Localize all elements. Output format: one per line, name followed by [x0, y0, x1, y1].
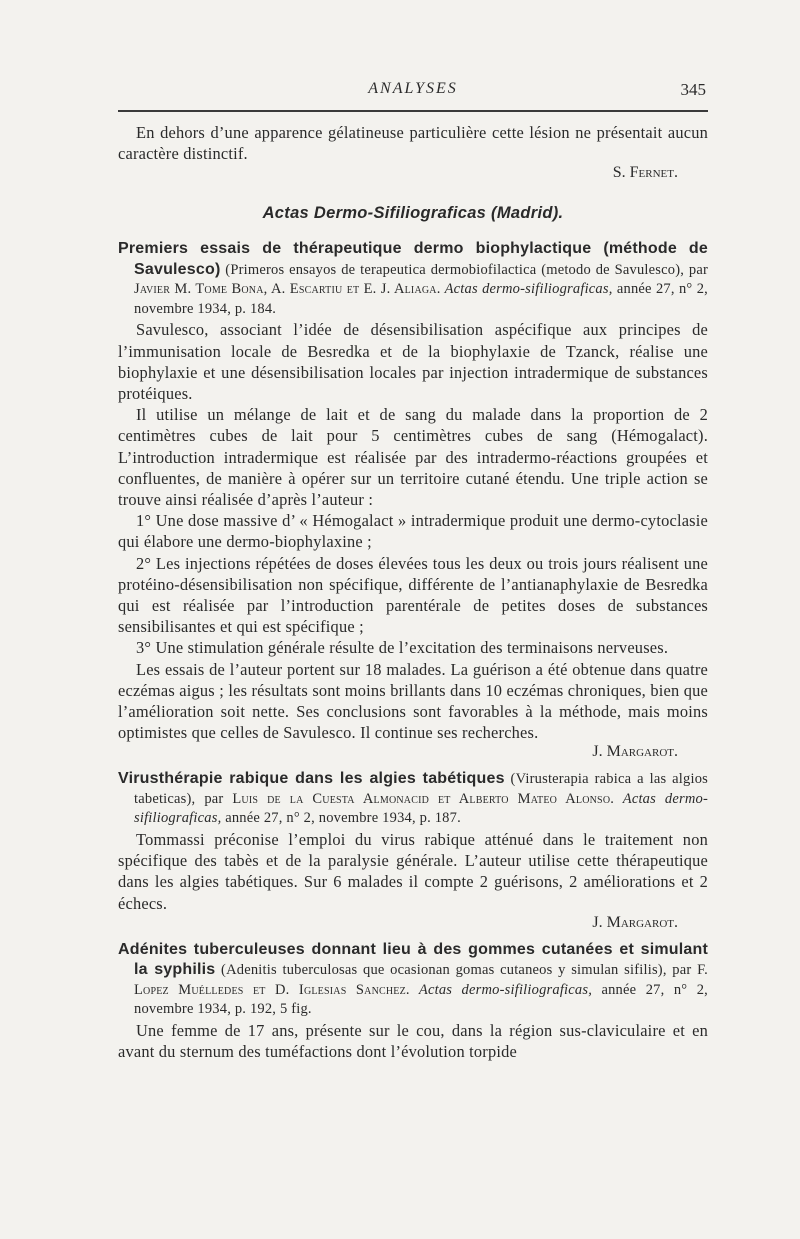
entry-1-paragraph: 3° Une stimulation générale résulte de l’excitation des terminaisons nerveuses. — [136, 638, 669, 658]
running-head — [118, 78, 708, 102]
page — [118, 78, 708, 1062]
entry-1-signature: J. Margarot. — [592, 743, 678, 761]
entry-1-title: Premiers essais de thérapeutique dermo biophylactique (méthode de Savulesco) — [118, 240, 708, 278]
entry-1-paragraph: 1° Une dose massive d’ « Hémogalact » intradermique produit une dermo-cytoclasie qui élabore une dermo-biophylaxine ; — [118, 511, 708, 552]
entry-2-title: Virusthérapie rabique dans les algies tabétiques — [118, 770, 505, 788]
entry-1-paragraph: Il utilise un mélange de lait et de sang du malade dans la proportion de 2 centimètres cubes de lait pour 5 centimètres cubes de sang (Hémogalact). L’introduction intradermique est réalisée par des intradermo-réactions groupées et confluentes, de manière à opérer sur un territoire cutané étendu. Une triple action se trouve ainsi réalisée d’après l’auteur : — [118, 405, 708, 510]
entry-1-authors: Javier M. Tome Bona, A. Escartiu et E. J. Aliaga. — [134, 281, 441, 298]
entry-3-title: Adénites tuberculeuses donnant lieu à des gommes cutanées et simulant la syphilis — [118, 940, 708, 979]
intro-paragraph — [118, 122, 708, 182]
entry-1-details: année 27, n° 2, novembre 1934, p. 184. — [134, 281, 708, 317]
entry-2-details: année 27, n° 2, novembre 1934, p. 187. — [221, 810, 461, 827]
entry-2-reference — [118, 769, 708, 829]
entry-2-authors: Luis de la Cuesta Almonacid et Alberto Mateo Alonso. — [232, 790, 615, 807]
entry-3-paragraph: Une femme de 17 ans, présente sur le cou, dans la région sus-claviculaire et en avant du sternum des tuméfactions dont l’évolution torpide — [118, 1020, 708, 1061]
journal-heading: Actas Dermo-Sifiliograficas (Madrid). — [262, 204, 564, 223]
entry-2-original-title: (Virusterapia rabica a las algios tabeticas), par — [134, 771, 708, 807]
entry-1-paragraph: 2° Les injections répétées de doses élevées tous les deux ou trois jours réalisent une protéino-désensibilisation non spécifique, différente de l’antianaphylaxie de Besredka qui est réalisée par l’introduction parentérale de petites doses de substances sensibilisantes et qui est spécifique ; — [118, 553, 708, 637]
analysis-entry-3 — [118, 940, 708, 1062]
entry-1-paragraph: Les essais de l’auteur portent sur 18 malades. La guérison a été obtenue dans quatre eczémas aigus ; les résultats sont moins brillants dans 10 eczémas chroniques, bien que l’amélioration soit nette. Ses conclusions sont favorables à la méthode, mais moins optimistes que celles de Savulesco. Il continue ses recherches. — [118, 659, 708, 743]
entry-3-original-title: (Adenitis tuberculosas que ocasionan gomas cutaneos y simulan sifilis), par — [215, 962, 698, 979]
entry-3-details: année 27, n° 2, novembre 1934, p. 192, 5 fig. — [134, 981, 709, 1018]
header-rule — [118, 110, 708, 112]
intro-signature: S. Fernet. — [612, 164, 678, 182]
entry-2-paragraph: Tommassi préconise l’emploi du virus rabique atténué dans le traitement non spécifique des tabès et de la paralysie générale. L’auteur utilise cette thérapeutique dans les algies tabétiques. Sur 6 malades il compte 2 guérisons, 2 améliorations et 2 échecs. — [118, 829, 708, 913]
page-number: 345 — [680, 80, 706, 99]
entry-3-reference — [118, 940, 708, 1020]
running-head-title: ANALYSES — [368, 80, 458, 97]
entry-2-signature: J. Margarot. — [592, 913, 678, 931]
intro-text: En dehors d’une apparence gélatineuse particulière cette lésion ne présentait aucun caractère distinctif. — [118, 123, 708, 164]
entry-1-original-title: (Primeros ensayos de terapeutica dermobiofilactica (metodo de Savulesco), par — [220, 261, 708, 278]
analysis-entry-2 — [118, 769, 708, 931]
entry-2-journal: Actas dermo-sifiliograficas, — [134, 790, 708, 827]
analysis-entry-1 — [118, 239, 708, 761]
entry-1-journal: Actas dermo-sifiliograficas, — [440, 281, 613, 298]
entry-3-journal: Actas dermo-sifiliograficas, — [409, 981, 593, 998]
entry-3-authors: F. Lopez Muélledes et D. Iglesias Sanchez. — [134, 962, 708, 998]
entry-1-reference — [118, 239, 708, 319]
entry-1-paragraph: Savulesco, associant l’idée de désensibilisation aspécifique aux principes de l’immunisation locale de Besredka et de la biophylaxie de Tzanck, réalise une biophylaxie et une désensibilisation locales par injection intradermique de substances protéiques. — [118, 320, 708, 404]
